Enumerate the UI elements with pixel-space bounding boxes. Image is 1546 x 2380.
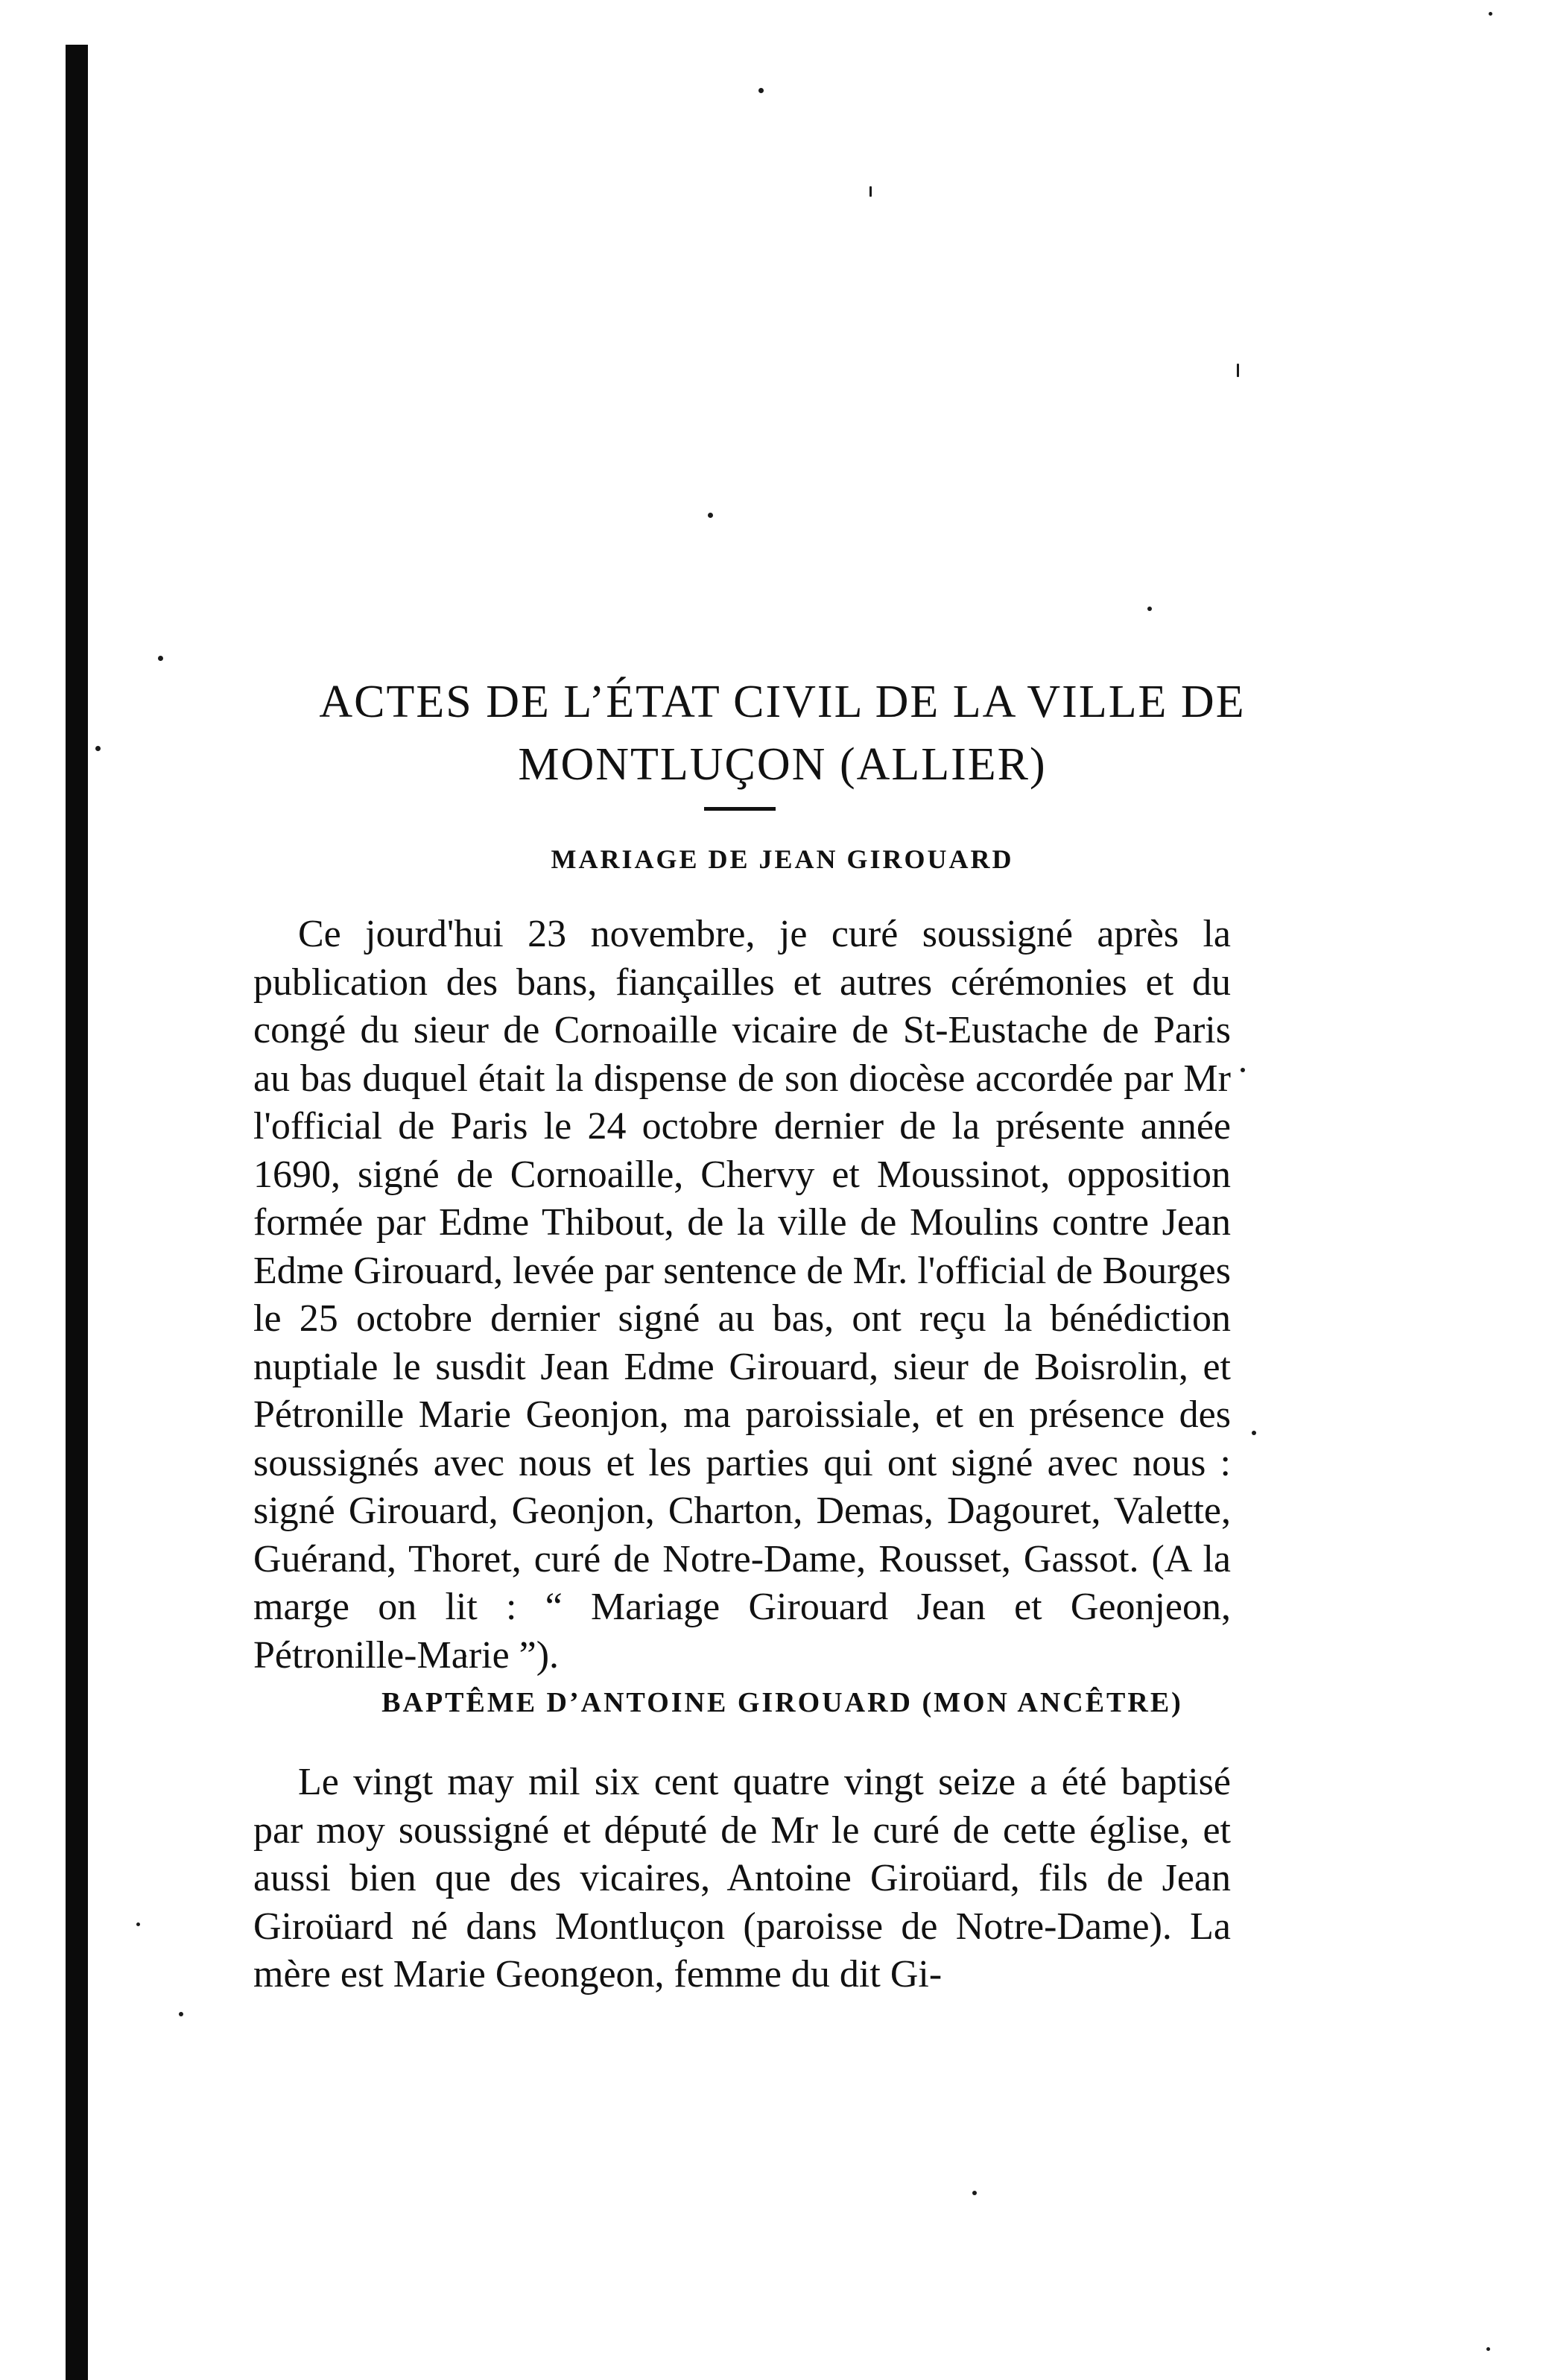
ink-speck bbox=[95, 746, 101, 751]
section-heading-baptism: BAPTÊME D’ANTOINE GIROUARD (MON ANCÊTRE) bbox=[381, 1687, 1183, 1718]
section-heading-marriage: MARIAGE DE JEAN GIROUARD bbox=[551, 844, 1014, 874]
ink-speck bbox=[136, 1922, 140, 1926]
ink-speck bbox=[158, 656, 163, 661]
article-title-line-1: ACTES DE L’ÉTAT CIVIL DE LA VILLE DE bbox=[319, 677, 1246, 727]
ink-speck bbox=[1237, 364, 1239, 377]
ink-speck bbox=[1486, 2347, 1490, 2351]
ink-speck bbox=[1252, 1431, 1256, 1435]
ink-speck bbox=[758, 88, 764, 93]
ink-speck bbox=[1241, 1068, 1245, 1072]
scan-page-edge bbox=[66, 45, 88, 2380]
title-divider bbox=[704, 807, 776, 811]
baptism-record-text: Le vingt may mil six cent quatre vingt seize a été baptisé par moy soussigné et député de Mr le curé de cette église, et aussi bien que des vicaires, Antoine Giroüard, fils de Jean Giroüard né dans Montluçon (paroisse de Notre-Dame). La mère est Marie Geongeon, femme du dit Gi- bbox=[253, 1761, 1231, 1996]
article-title bbox=[224, 671, 1341, 796]
marriage-record-text: Ce jourd'hui 23 novembre, je curé soussigné après la publication des bans, fiançailles et autres cérémonies et du congé du sieur de Cornoaille vicaire de St-Eustache de Paris au bas duquel était la dispense de son diocèse accordée par Mr l'official de Paris le 24 octobre dernier de la présente année 1690, signé de Cornoaille, Chervy et Moussinot, opposition formée par Edme Thibout, de la ville de Moulins contre Jean Edme Girouard, levée par sentence de Mr. l'official de Bourges le 25 octobre dernier signé au bas, ont reçu la bénédiction nuptiale le susdit Jean Edme Girouard, sieur de Boisrolin, et Pétronille Marie Geonjon, ma paroissiale, et en présence des soussignés avec nous et les parties qui ont signé avec nous : signé Girouard, Geonjon, Charton, Demas, Dagouret, Valette, Guérand, Thoret, curé de Notre-Dame, Rousset, Gassot. (A la marge on lit : “ Mariage Girouard Jean et Geonjeon, Pétronille-Marie ”). bbox=[253, 913, 1231, 1677]
article-title-line-2: MONTLUÇON (ALLIER) bbox=[518, 739, 1047, 790]
ink-speck bbox=[1489, 12, 1492, 16]
ink-speck bbox=[869, 186, 872, 197]
ink-speck bbox=[179, 2012, 183, 2016]
ink-speck bbox=[1147, 607, 1152, 611]
ink-speck bbox=[972, 2191, 977, 2195]
ink-speck bbox=[708, 513, 713, 518]
